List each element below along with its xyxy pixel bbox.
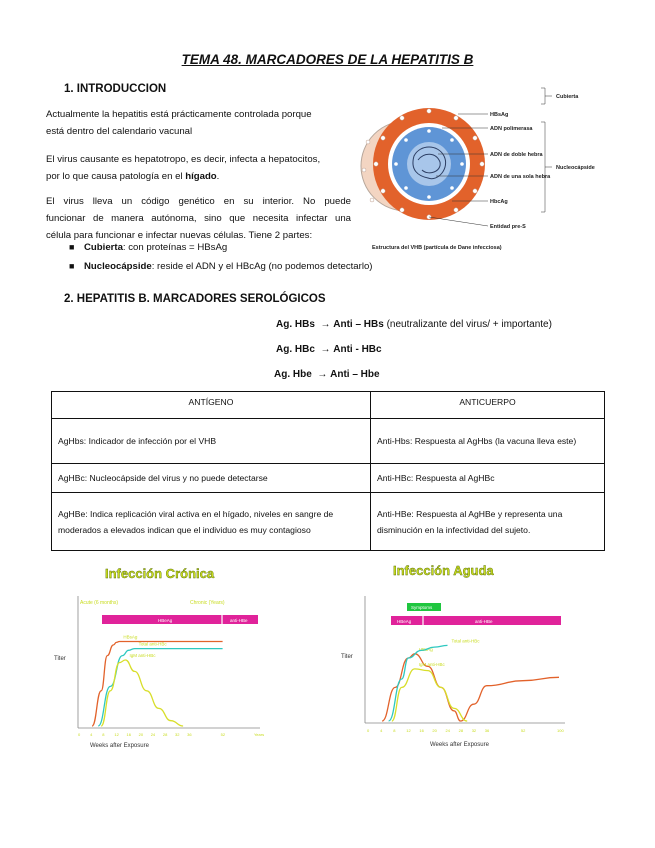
label-nucleocapside: Nucleocápside <box>556 165 595 171</box>
series-line-hbsag <box>382 654 559 721</box>
bullet-item-cubierta <box>69 242 228 253</box>
x-tick-label: 4 <box>380 728 383 733</box>
bar-label-anti-hbe: anti-HBe <box>475 619 493 624</box>
series-label-total-anti-hbc: Total anti-HBc <box>138 641 167 647</box>
series-label-hbsag: HBsAg <box>418 646 433 652</box>
x-tick-label: 32 <box>175 732 180 737</box>
label-adn-polimerasa: ADN polimerasa <box>490 126 533 132</box>
intro-p3-line3: célula para funcionar e infectar nuevas células. Tiene 2 partes: <box>46 230 313 241</box>
x-tick-label: 4 <box>90 732 93 737</box>
label-cubierta: Cubierta <box>556 94 579 100</box>
x-tick-label: 8 <box>102 732 105 737</box>
marker-hbe <box>274 369 380 380</box>
x-axis-label: Weeks after Exposure <box>430 742 489 748</box>
intro-p1-line1: Actualmente la hepatitis está prácticamente controlada porque <box>46 109 312 120</box>
section-heading-marcadores: 2. HEPATITIS B. MARCADORES SEROLÓGICOS <box>64 293 326 305</box>
series-line-total-anti-hbc <box>389 645 448 721</box>
section-heading-introduccion: 1. INTRODUCCION <box>64 83 167 95</box>
hbv-structure-figure <box>358 80 608 260</box>
x-tick-label: 28 <box>162 732 168 737</box>
intro-p2-text: por lo que causa patología en el <box>46 171 186 182</box>
series-label-igm-anti-hbc: IgM anti-HBc <box>418 661 445 667</box>
marker-antibody: Anti – Hbe <box>330 369 380 380</box>
x-tick-label: 36 <box>187 732 192 737</box>
x-tick-label: 36 <box>484 728 490 733</box>
bullet-text: : con proteínas = HBsAg <box>122 242 228 253</box>
y-axis-label: Titer <box>54 656 66 662</box>
marker-antibody: Anti - HBc <box>333 344 382 355</box>
arrow-icon: → <box>320 319 331 330</box>
x-tick-label: 52 <box>220 732 226 737</box>
chart-title: Infección Aguda <box>393 563 494 578</box>
intro-paragraph-1 <box>46 106 351 140</box>
x-tick-label: 20 <box>138 732 144 737</box>
table-header-antigeno: ANTÍGENO <box>52 392 371 419</box>
bullet-icon: ■ <box>69 242 75 252</box>
intro-paragraph-3 <box>46 193 351 244</box>
intro-p2-line1: El virus causante es hepatotropo, es decir, infecta a hepatocitos, <box>46 154 321 165</box>
bar-label-hbeag: HBeAg <box>397 619 412 624</box>
table-header-row <box>52 392 605 419</box>
arrow-icon: → <box>320 344 331 355</box>
y-axis-label: Titer <box>341 654 353 660</box>
marker-hbs <box>276 319 552 330</box>
chart-title: Infección Crónica <box>105 566 215 581</box>
bullet-bold: Cubierta <box>84 242 123 253</box>
table-row <box>52 419 605 464</box>
label-hbcag: HbcAg <box>490 199 508 205</box>
marker-note: (neutralizante del virus/ + importante) <box>383 319 552 330</box>
label-pre-s: Entidad pre-S <box>490 224 526 230</box>
series-line-total-anti-hbc <box>98 649 222 726</box>
arrow-icon: → <box>317 369 328 380</box>
intro-p3-line2: funcionar de manera autónoma, sino que necesita infectar una <box>46 213 351 224</box>
intro-p3-line1: El virus lleva un código genético en su interior. No puede <box>46 196 351 207</box>
series-label-total-anti-hbc: Total anti-HBc <box>451 638 480 644</box>
series-label-hbsag: HBsAg <box>123 634 138 640</box>
x-tick-label: 12 <box>406 728 411 733</box>
table-row <box>52 493 605 551</box>
table-cell: Anti-HBc: Respuesta al AgHBc <box>371 464 605 493</box>
intro-p1-line2: está dentro del calendario vacunal <box>46 126 193 137</box>
chart-infeccion-aguda <box>335 558 605 753</box>
series-line-igm-anti-hbc <box>101 660 183 726</box>
markers-table <box>51 391 605 551</box>
bullet-text: : reside el ADN y el HBcAg (no podemos detectarlo) <box>151 261 373 272</box>
bullet-item-nucleocapside <box>69 261 373 272</box>
bar-label-anti-hbe: anti-HBe <box>230 618 248 623</box>
x-tick-label: 0 <box>367 728 370 733</box>
intro-p2-end: . <box>216 171 220 182</box>
marker-antigen: Ag. Hbe <box>274 369 312 380</box>
symptoms-label: Symptoms <box>411 605 433 610</box>
figure-caption: Estructura del VHB (partícula de Dane infecciosa) <box>372 245 502 251</box>
marker-hbc <box>276 344 382 355</box>
x-tick-label: 8 <box>393 728 396 733</box>
series-line-hbsag <box>92 642 223 727</box>
x-tick-label: 28 <box>458 728 464 733</box>
label-adn-doble-hebra: ADN de doble hebra <box>490 152 543 158</box>
x-tick-label: 24 <box>150 732 156 737</box>
x-tick-label: 52 <box>520 728 526 733</box>
series-label-igm-anti-hbc: IgM anti-HBc <box>129 653 156 658</box>
table-cell: Anti-Hbs: Respuesta al AgHbs (la vacuna lleva este) <box>371 419 605 464</box>
x-tick-label: 32 <box>471 728 477 733</box>
intro-paragraph-2 <box>46 151 351 185</box>
table-cell: AgHBe: Indica replicación viral activa en el hígado, niveles en sangre de moderados a elevados indican que el individuo es muy contagioso <box>52 493 371 551</box>
x-tick-label: 100 <box>557 728 564 733</box>
table-cell: AgHBc: Nucleocápside del virus y no puede detectarse <box>52 464 371 493</box>
intro-p2-bold: hígado <box>185 171 217 182</box>
x-tick-label: Years <box>254 732 265 737</box>
x-axis-label: Weeks after Exposure <box>90 743 149 749</box>
label-hbsag: HBsAg <box>490 112 509 118</box>
table-cell: AgHbs: Indicador de infección por el VHB <box>52 419 371 464</box>
x-tick-label: 24 <box>445 728 450 733</box>
chart-infeccion-cronica <box>50 560 320 755</box>
marker-antibody: Anti – HBs <box>333 319 384 330</box>
page-title: TEMA 48. MARCADORES DE LA HEPATITIS B <box>181 52 474 67</box>
x-tick-label: 16 <box>126 732 131 737</box>
phase-label-chronic: Chronic (Years) <box>190 600 225 606</box>
x-tick-label: 12 <box>114 732 119 737</box>
marker-antigen: Ag. HBc <box>276 344 315 355</box>
table-row <box>52 464 605 493</box>
x-tick-label: 20 <box>432 728 437 733</box>
intro-p2-line2 <box>46 168 351 185</box>
virus-core <box>407 142 451 186</box>
marker-antigen: Ag. HBs <box>276 319 315 330</box>
bullet-icon: ■ <box>69 261 75 271</box>
phase-label-acute: Acute (6 months) <box>80 600 119 606</box>
bar-label-hbeag: HBeAg <box>158 618 173 623</box>
table-header-anticuerpo: ANTICUERPO <box>371 392 605 419</box>
bullet-bold: Nucleocápside <box>84 261 152 272</box>
x-tick-label: 0 <box>78 732 81 737</box>
label-adn-una-hebra: ADN de una sola hebra <box>490 174 551 180</box>
table-cell: Anti-HBe: Respuesta al AgHBe y representa una disminución en la infectividad del sujeto. <box>371 493 605 551</box>
x-tick-label: 16 <box>419 728 424 733</box>
